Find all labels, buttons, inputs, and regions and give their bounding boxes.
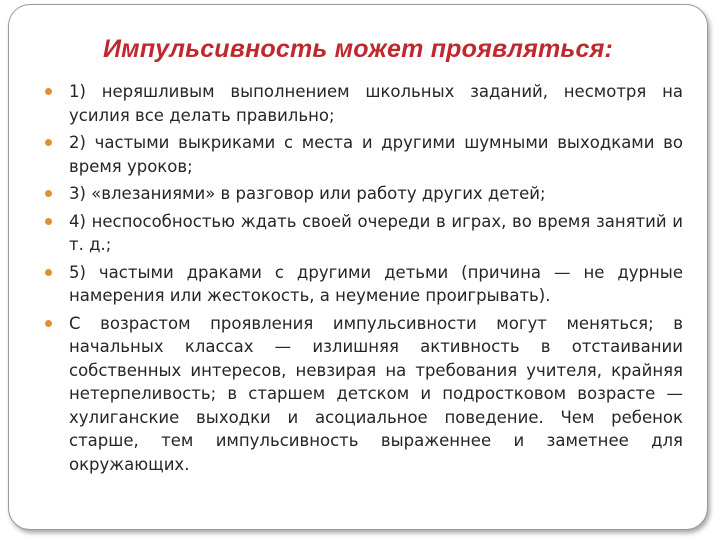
bullet-text-1: 1) неряшливым выполнением школьных заданий, несмотря на усилия все делать правильно;: [69, 82, 683, 125]
bullet-text-6: С возрастом проявления импульсивности могут меняться; в начальных классах — излишняя активность в отстаивании собственных интересов, невзирая на требования учителя, крайняя нетерпеливость; в старшем детском и подростковом возрасте — хулиганские выходки и асоциальное поведение. Чем ребенок старше, тем импульсивность выраженнее и заметнее для окружающих.: [69, 313, 683, 474]
bullet-text-4: 4) неспособностью ждать своей очереди в играх, во время занятий и т. д.;: [69, 211, 683, 254]
bullet-item-6: [43, 312, 683, 477]
bullet-dot-icon: [45, 88, 52, 95]
bullet-dot-icon: [45, 320, 52, 327]
bullet-dot-icon: [45, 139, 52, 146]
bullet-item-5: [43, 261, 683, 308]
bullet-text-3: 3) «влезаниями» в разговор или работу других детей;: [69, 184, 546, 203]
bullet-item-4: [43, 210, 683, 257]
slide-frame: [8, 4, 708, 530]
bullet-item-3: [43, 182, 683, 206]
slide-title: Импульсивность может проявляться:: [102, 35, 614, 63]
bullet-list: [43, 80, 683, 480]
bullet-item-2: [43, 131, 683, 178]
bullet-dot-icon: [45, 190, 52, 197]
bullet-dot-icon: [45, 269, 52, 276]
bullet-dot-icon: [45, 218, 52, 225]
bullet-text-2: 2) частыми выкриками с места и другими шумными выходками во время уроков;: [69, 133, 683, 176]
bullet-text-5: 5) частыми драками с другими детьми (причина — не дурные намерения или жестокость, а неумение проигрывать).: [69, 262, 683, 305]
bullet-item-1: [43, 80, 683, 127]
